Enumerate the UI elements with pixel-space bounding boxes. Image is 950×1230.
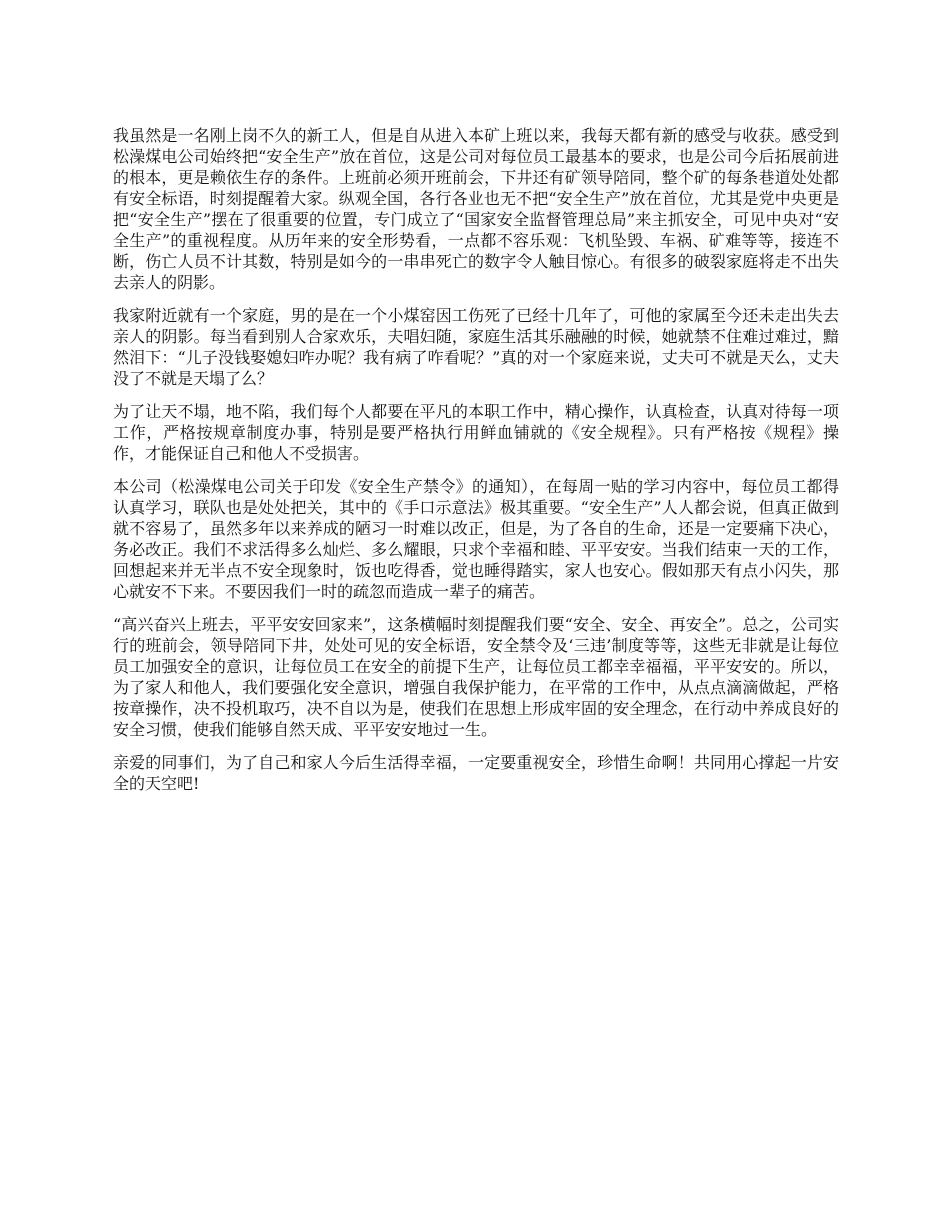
paragraph-3: 为了让天不塌，地不陷，我们每个人都要在平凡的本职工作中，精心操作，认真检查，认真对待每一项工作，严格按规章制度办事，特别是要严格执行用鲜血铺就的《安全规程》。只有严格按《规程》操作，才能保证自己和他人不受损害。: [113, 402, 839, 463]
paragraph-6: 亲爱的同事们，为了自己和家人今后生活得幸福，一定要重视安全，珍惜生命啊！共同用心撑起一片安全的天空吧!: [113, 753, 839, 793]
paragraph-2: 我家附近就有一个家庭，男的是在一个小煤窑因工伤死了已经十几年了，可他的家属至今还未走出失去亲人的阴影。每当看到别人合家欢乐，夫唱妇随，家庭生活其乐融融的时候，她就禁不住难过难过，黯然泪下：“儿子没钱娶媳妇咋办呢？我有病了咋看呢？”真的对一个家庭来说，丈夫可不就是天么，丈夫没了不就是天塌了么？: [113, 306, 839, 388]
paragraph-5: “高兴奋兴上班去，平平安安回家来”，这条横幅时刻提醒我们要“安全、安全、再安全”。总之，公司实行的班前会，领导陪同下井，处处可见的安全标语，安全禁令及‘三违’制度等等，这些无非就是让每位员工加强安全的意识，让每位员工在安全的前提下生产，让每位员工都幸幸福福，平平安安的。所以，为了家人和他人，我们要强化安全意识，增强自我保护能力，在平常的工作中，从点点滴滴做起，严格按章操作，决不投机取巧，决不自以为是，使我们在思想上形成牢固的安全理念，在行动中养成良好的安全习惯，使我们能够自然天成、平平安安地过一生。: [113, 615, 839, 739]
paragraph-1: 我虽然是一名刚上岗不久的新工人，但是自从进入本矿上班以来，我每天都有新的感受与收获。感受到松澡煤电公司始终把“安全生产”放在首位，这是公司对每位员工最基本的要求，也是公司今后拓展前进的根本，更是赖依生存的条件。上班前必须开班前会，下井还有矿领导陪同，整个矿的每条巷道处处都有安全标语，时刻提醒着大家。纵观全国，各行各业也无不把“安全生产”放在首位，尤其是党中央更是把“安全生产”摆在了很重要的位置，专门成立了“国家安全监督管理总局”来主抓安全，可见中央对“安全生产”的重视程度。从历年来的安全形势看，一点都不容乐观：飞机坠毁、车祸、矿难等等，接连不断，伤亡人员不计其数，特别是如今的一串串死亡的数字令人触目惊心。有很多的破裂家庭将走不出失去亲人的阴影。: [113, 126, 839, 292]
paragraph-4: 本公司（松澡煤电公司关于印发《安全生产禁令》的通知），在每周一贴的学习内容中，每位员工都得认真学习，联队也是处处把关，其中的《手口示意法》极其重要。“安全生产”人人都会说，但真正做到就不容易了，虽然多年以来养成的陋习一时难以改正，但是，为了各自的生命，还是一定要痛下决心，务必改正。我们不求活得多么灿烂、多么耀眼，只求个幸福和睦、平平安安。当我们结束一天的工作，回想起来并无半点不安全现象时，饭也吃得香，觉也睡得踏实，家人也安心。假如那天有点小闪失，那心就安不下来。不要因我们一时的疏忽而造成一辈子的痛苦。: [113, 477, 839, 601]
document-body: [113, 125, 839, 806]
